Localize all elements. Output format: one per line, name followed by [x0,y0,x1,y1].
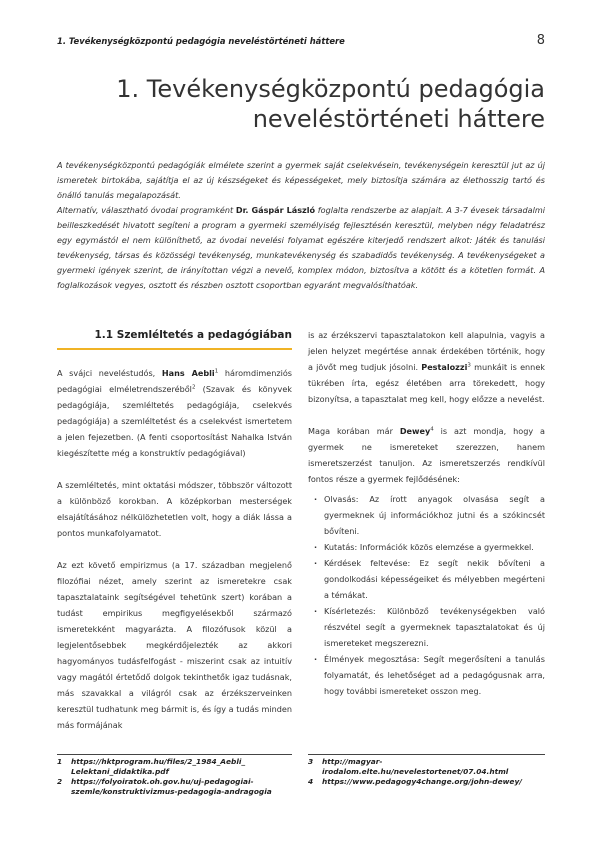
footnote-link[interactable]: http://magyar-irodalom.elte.hu/nevelestortenet/07.04.html [322,757,509,776]
footnote-ref[interactable]: 2 [191,384,196,391]
footnote-link[interactable]: https://www.pedagogy4change.org/john-dewey/ [322,777,522,786]
footnote-link[interactable]: https://folyoiratok.oh.gov.hu/uj-pedagogiai-szemle/konstruktivizmus-pedagogia-andragogia [71,777,272,796]
footnotes-right [308,757,545,787]
section-heading-text: 1.1 Szemléltetés a pedagógiában [94,329,292,341]
left-paragraph-1 [57,365,292,461]
right-column [308,327,545,699]
intro-paragraph-1: A tevékenységközpontú pedagógiák elmélete szerint a gyermek saját cselekvésein, tevékenységein keresztül jut az új ismeretek birtokába, sajátítja el az új készségeket és képességeket, mely biztosítja számára az élethosszig tartó és önálló tanulás megalapozását. [57,160,545,200]
body-text: A svájci neveléstudós, [57,368,162,378]
person-name: Dewey [399,426,431,436]
footnote-divider [308,754,545,755]
bullet-list [308,491,545,699]
footnote [308,757,545,777]
intro-block [57,158,545,293]
page-title-line-2: neveléstörténeti háttere [252,105,545,133]
body-text: munkáit is ennek tükrében írta, egész életében arra törekedett, hogy bizonyítsa, a tapasztalat meg kell, hogy előzze a nevelést. [308,362,545,404]
body-text: is azt mondja, hogy a gyermek ne ismereteket szerezzen, hanem ismeretszerzést tanuljon. Az ismeretszerzés rendkívül fontos része a gyermek fejlődésének: [308,426,546,484]
running-header: 1. Tevékenységközpontú pedagógia neveléstörténeti háttere [57,36,345,46]
footnote-number: 3 [308,757,314,766]
footnote-ref[interactable]: 1 [214,368,219,375]
body-text: Maga korában már [308,426,400,436]
body-text: (Szavak és könyvek pedagógiája, szemléltetés pedagógiája, cselekvés pedagógiája) a szemléltetést és a cselekvést ismertetem a jelen fejezetben. (A fenti csoportosítást Nahalka István kiegészítette még a konstruktív pedagógiával) [57,384,292,458]
left-column [57,337,292,749]
right-paragraph-2 [308,423,545,487]
intro-paragraph-2 [57,203,545,293]
footnote-number: 4 [308,777,314,786]
footnote-ref[interactable]: 4 [430,426,434,433]
person-name: Pestalozzi [421,362,468,372]
footnote [57,777,292,797]
list-item: · Kísérletezés: Különböző tevékenységekben való részvétel segít a gyermeknek tapasztalatokat és új ismereteket megszerezni. [324,603,545,651]
footnote [57,757,292,777]
page-title-line-1: 1. Tevékenységközpontú pedagógia [116,75,545,103]
list-item: · Olvasás: Az írott anyagok olvasása segít a gyermeknek új információkhoz jutni és a szókincsét bővíteni. [324,491,545,539]
footnote-divider [57,754,292,755]
intro-text: Alternatív, választható óvodai programként [57,205,236,215]
person-name: Hans Aebli [161,368,215,378]
list-item: · Kutatás: Információk közös elemzése a gyermekkel. [324,539,545,555]
left-paragraph-2: A szemléltetés, mint oktatási módszer, többször változott a különböző korokban. A középkorban mesterségek elsajátításához nélkülözhetetlen volt, hogy a diák lássa a pontos munkafolyamatot. [57,480,292,538]
footnotes-left [57,757,292,797]
body-text: háromdimenziós pedagógiai elméletrendszeréből [57,368,292,394]
body-text: is az érzékszervi tapasztalatokon kell alapulnia, vagyis a jelen helyzet megértése annak érdekében történik, hogy a jövőt meg tudjuk jósolni. [308,330,545,372]
left-paragraph-3: Az ezt követő empirizmus (a 17. században megjelenő filozófiai nézet, amely szerint az ismeretekre csak tapasztalataink segítségével tehetünk szert) korában a tudást empirikus megfigyelésekből származó ismeretekként magyarázta. A filozófusok közül a legjelentősebbek megkérdőjelezték az akkori hagyományos tudásfelfogást - miszerint csak az intuitív vagy magától értetődő dolgok tekinthetők igaz tudásnak, más szavakkal a világról csak az érzékszerveinken keresztül tudhatunk meg bármit is, és így a tudás minden más formájának [57,560,292,730]
list-item: · Kérdések feltevése: Ez segít nekik bővíteni a gondolkodási képességeiket és mélyebben megérteni a témákat. [324,555,545,603]
list-item: · Élmények megosztása: Segít megerősíteni a tanulás folyamatát, és lehetőséget ad a pedagógusnak arra, hogy további ismereteket osszon meg. [324,651,545,699]
intro-text: foglalta rendszerbe az alapjait. A 3-7 évesek társadalmi beilleszkedését hivatott segíteni a program a gyermeki személyiség fejlesztésén keresztül, melyben négy feladatrész egy egymástól el nem különíthető, az óvodai nevelési folyamat egészére kiterjedő rendszert alkot: Játék és tanulási tevékenység, társas és közösségi tevékenység, munkatevékenység és szabadidős tevékenység. A tevékenységeket a gyermeki igények szerint, de irányítottan végzi a nevelő, komplex módon, biztosítva a kötött és a kötetlen formát. A foglalkozások vegyes, osztott és részben osztott csoportban egyaránt megvalósíthatóak. [57,205,545,290]
footnote-ref[interactable]: 3 [467,362,471,369]
author-name: Dr. Gáspár László [235,205,316,215]
footnote [308,777,545,787]
page-number: 8 [536,33,545,48]
right-paragraph-1 [308,327,545,407]
page-title [45,74,545,134]
footnote-number: 2 [57,777,63,786]
footnote-number: 1 [57,757,63,766]
footnote-link[interactable]: https://hktprogram.hu/files/2_1984_Aebli_ Lelektani_didaktika.pdf [71,757,246,776]
